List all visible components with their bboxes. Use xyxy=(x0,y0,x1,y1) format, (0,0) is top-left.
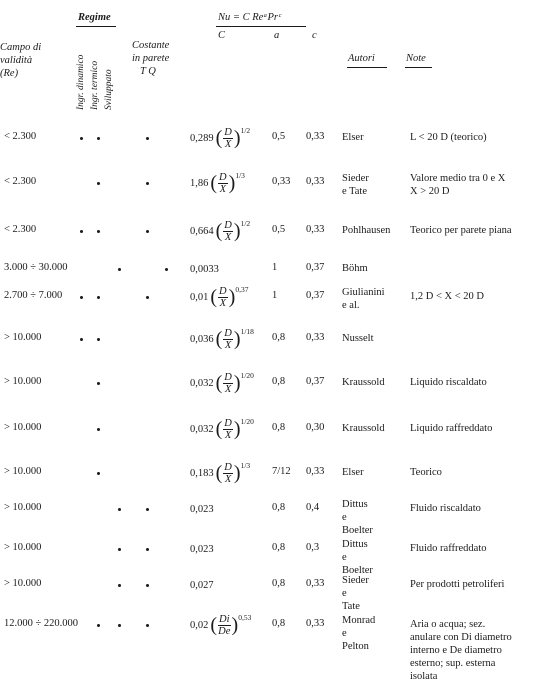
coef-value: 0,664 xyxy=(190,225,214,237)
autori-cell: Elser xyxy=(342,467,364,478)
regime-dot-T xyxy=(146,137,149,140)
regime-dot-svi xyxy=(118,548,121,551)
exponent: 1/20 xyxy=(240,370,254,380)
fraction-den: X xyxy=(224,383,232,395)
fraction-num: D xyxy=(219,171,227,183)
sviluppato-header: Sviluppato xyxy=(104,69,114,110)
regime-dot-ter xyxy=(97,137,100,140)
exp-a: 0,8 xyxy=(272,376,286,387)
left-paren: ( xyxy=(215,462,223,484)
fraction-den: X xyxy=(219,183,227,195)
note-cell: Liquido riscaldato xyxy=(410,377,487,388)
autori-cell: Böhm xyxy=(342,263,368,274)
exp-c: 0,3 xyxy=(306,542,320,553)
exponent: 1/18 xyxy=(240,326,254,336)
re-range: < 2.300 xyxy=(4,224,37,235)
note-cell: L < 20 D (teorico) xyxy=(410,132,487,143)
coef-value: 0,02 xyxy=(190,619,209,631)
formula-title: Nu = C ReᵃPrᶜ xyxy=(218,12,281,23)
re-range: < 2.300 xyxy=(4,176,37,187)
regime-underline xyxy=(76,26,116,27)
coef-value: 0,0033 xyxy=(190,263,219,275)
left-paren: ( xyxy=(215,328,223,350)
fraction-num: D xyxy=(224,126,232,138)
coef-value: 0,023 xyxy=(190,543,214,555)
autori-cell: Giulianini e al. xyxy=(342,287,385,311)
exp-a: 0,8 xyxy=(272,332,286,343)
left-paren: ( xyxy=(210,614,218,636)
fraction-den: X xyxy=(224,339,232,351)
exp-a: 1 xyxy=(272,290,278,301)
right-paren: ) xyxy=(233,418,241,440)
re-range: > 10.000 xyxy=(4,376,42,387)
fraction xyxy=(218,172,228,195)
left-paren: ( xyxy=(210,172,218,194)
right-paren: ) xyxy=(233,462,241,484)
coef-c xyxy=(190,325,254,353)
costante-label-3: T Q xyxy=(140,66,156,77)
left-paren: ( xyxy=(215,372,223,394)
exponent: 0,37 xyxy=(235,284,249,294)
autori-cell: Dittus e Boelter xyxy=(342,499,373,536)
coef-value: 0,023 xyxy=(190,503,214,515)
fraction xyxy=(223,127,233,150)
note-cell: Fluido raffreddato xyxy=(410,543,487,554)
regime-dot-din xyxy=(80,296,83,299)
fraction xyxy=(223,372,233,395)
re-range: > 10.000 xyxy=(4,422,42,433)
exponent: 1/20 xyxy=(240,416,254,426)
col-c-header: C xyxy=(218,30,226,41)
coef-c xyxy=(190,535,214,563)
note-cell: Teorico per parete piana xyxy=(410,225,512,236)
coef-c xyxy=(190,415,254,443)
re-range: 3.000 ÷ 30.000 xyxy=(4,262,68,273)
coef-c xyxy=(190,217,250,245)
re-range: > 10.000 xyxy=(4,542,42,553)
re-range: > 10.000 xyxy=(4,578,42,589)
right-paren: ) xyxy=(228,286,236,308)
fraction-num: D xyxy=(224,417,232,429)
re-range: < 2.300 xyxy=(4,131,37,142)
coef-value: 0,027 xyxy=(190,579,214,591)
fraction-den: X xyxy=(224,473,232,485)
regime-dot-T xyxy=(146,296,149,299)
fraction xyxy=(223,328,233,351)
col-a-header: a xyxy=(274,30,280,41)
costante-label-1: Costante xyxy=(132,40,170,51)
fraction xyxy=(223,220,233,243)
exp-c: 0,4 xyxy=(306,502,320,513)
exp-a: 1 xyxy=(272,262,278,273)
exp-a: 0,33 xyxy=(272,176,291,187)
fraction-num: D xyxy=(224,461,232,473)
re-range: 12.000 ÷ 220.000 xyxy=(4,618,79,629)
exp-c: 0,37 xyxy=(306,262,325,273)
coef-c xyxy=(190,571,214,599)
regime-dot-ter xyxy=(97,428,100,431)
note-cell: Aria o acqua; sez. anulare con Di diametro interno e De diametro esterno; sup. esterna isolata xyxy=(410,619,512,682)
exponent: 1/2 xyxy=(240,218,251,228)
regime-dot-din xyxy=(80,137,83,140)
coef-value: 0,032 xyxy=(190,423,214,435)
regime-dot-ter xyxy=(97,230,100,233)
coef-c xyxy=(190,283,248,311)
exp-c: 0,30 xyxy=(306,422,325,433)
regime-dot-T xyxy=(146,548,149,551)
exponent: 0,53 xyxy=(238,612,252,622)
fraction-num: D xyxy=(219,285,227,297)
right-paren: ) xyxy=(233,220,241,242)
coef-c xyxy=(190,459,250,487)
coef-c xyxy=(190,495,214,523)
coef-c xyxy=(190,169,245,197)
note-cell: Valore medio tra 0 e X X > 20 D xyxy=(410,173,506,197)
regime-dot-ter xyxy=(97,296,100,299)
coef-c xyxy=(190,611,251,639)
coef-value: 0,183 xyxy=(190,467,214,479)
right-paren: ) xyxy=(228,172,236,194)
coef-c xyxy=(190,369,254,397)
autori-cell: Sieder e Tate xyxy=(342,575,369,612)
coef-c xyxy=(190,255,219,283)
ingr-dinamico-header: Ingr. dinamico xyxy=(76,54,86,110)
regime-dot-Q xyxy=(165,268,168,271)
exponent: 1/3 xyxy=(240,460,251,470)
costante-label-2: in parete xyxy=(132,53,170,64)
right-paren: ) xyxy=(233,328,241,350)
regime-dot-ter xyxy=(97,472,100,475)
regime-dot-svi xyxy=(118,268,121,271)
regime-dot-T xyxy=(146,182,149,185)
autori-cell: Nusselt xyxy=(342,333,374,344)
coef-value: 0,036 xyxy=(190,333,214,345)
exponent: 1/3 xyxy=(235,170,245,180)
autori-cell: Kraussold xyxy=(342,377,385,388)
fraction-num: D xyxy=(224,219,232,231)
fraction-den: X xyxy=(224,231,232,243)
regime-dot-ter xyxy=(97,624,100,627)
autori-cell: Pohlhausen xyxy=(342,225,391,236)
fraction xyxy=(223,462,233,485)
campo-label-2: validità xyxy=(0,55,33,66)
exp-c: 0,33 xyxy=(306,176,325,187)
regime-dot-T xyxy=(146,624,149,627)
regime-dot-svi xyxy=(118,584,121,587)
right-paren: ) xyxy=(233,127,241,149)
exp-a: 0,5 xyxy=(272,224,286,235)
campo-label-3: (Re) xyxy=(0,68,19,79)
ingr-termico-header: Ingr. termico xyxy=(90,60,100,110)
autori-cell: Monrad e Pelton xyxy=(342,615,376,652)
coef-value: 0,01 xyxy=(190,291,209,303)
note-underline xyxy=(405,67,432,68)
regime-dot-svi xyxy=(118,508,121,511)
right-paren: ) xyxy=(233,372,241,394)
autori-cell: Dittus e Boelter xyxy=(342,539,373,576)
left-paren: ( xyxy=(215,220,223,242)
exp-a: 0,8 xyxy=(272,578,286,589)
autori-cell: Elser xyxy=(342,132,364,143)
exp-c: 0,33 xyxy=(306,578,325,589)
campo-label-1: Campo di xyxy=(0,42,42,53)
coef-value: 0,289 xyxy=(190,132,214,144)
exp-c: 0,33 xyxy=(306,466,325,477)
autori-cell: Kraussold xyxy=(342,423,385,434)
regime-title: Regime xyxy=(78,12,111,23)
note-cell: Teorico xyxy=(410,467,442,478)
regime-dot-din xyxy=(80,338,83,341)
re-range: 2.700 ÷ 7.000 xyxy=(4,290,63,301)
regime-dot-T xyxy=(146,584,149,587)
note-cell: Per prodotti petroliferi xyxy=(410,579,505,590)
note-cell: Liquido raffreddato xyxy=(410,423,493,434)
note-header: Note xyxy=(406,53,426,64)
fraction-num: Di xyxy=(219,613,230,625)
exp-c: 0,37 xyxy=(306,290,325,301)
fraction xyxy=(218,286,228,309)
left-paren: ( xyxy=(215,127,223,149)
regime-dot-din xyxy=(80,230,83,233)
exp-a: 0,5 xyxy=(272,131,286,142)
autori-header: Autori xyxy=(348,53,375,64)
re-range: > 10.000 xyxy=(4,466,42,477)
formula-underline xyxy=(216,26,306,27)
note-cell: 1,2 D < X < 20 D xyxy=(410,291,484,302)
left-paren: ( xyxy=(215,418,223,440)
note-cell: Fluido riscaldato xyxy=(410,503,481,514)
regime-dot-ter xyxy=(97,182,100,185)
coef-value: 1,86 xyxy=(190,177,209,189)
left-paren: ( xyxy=(210,286,218,308)
exp-c: 0,33 xyxy=(306,618,325,629)
exp-c: 0,33 xyxy=(306,131,325,142)
autori-cell: Sieder e Tate xyxy=(342,173,369,197)
regime-dot-T xyxy=(146,508,149,511)
regime-dot-svi xyxy=(118,624,121,627)
exp-c: 0,37 xyxy=(306,376,325,387)
exponent: 1/2 xyxy=(240,125,251,135)
fraction xyxy=(223,418,233,441)
regime-dot-T xyxy=(146,230,149,233)
exp-a: 0,8 xyxy=(272,618,286,629)
autori-underline xyxy=(347,67,387,68)
fraction-num: D xyxy=(224,327,232,339)
col-c2-header: c xyxy=(312,30,317,41)
exp-a: 0,8 xyxy=(272,542,286,553)
re-range: > 10.000 xyxy=(4,332,42,343)
fraction-den: X xyxy=(224,429,232,441)
exp-a: 0,8 xyxy=(272,502,286,513)
fraction-num: D xyxy=(224,371,232,383)
coef-value: 0,032 xyxy=(190,377,214,389)
exp-a: 7/12 xyxy=(272,466,291,477)
re-range: > 10.000 xyxy=(4,502,42,513)
fraction xyxy=(218,614,231,637)
exp-c: 0,33 xyxy=(306,332,325,343)
fraction-den: De xyxy=(218,625,231,637)
fraction-den: X xyxy=(219,297,227,309)
exp-c: 0,33 xyxy=(306,224,325,235)
coef-c xyxy=(190,124,250,152)
exp-a: 0,8 xyxy=(272,422,286,433)
right-paren: ) xyxy=(231,614,239,636)
regime-dot-ter xyxy=(97,338,100,341)
regime-dot-ter xyxy=(97,382,100,385)
fraction-den: X xyxy=(224,138,232,150)
